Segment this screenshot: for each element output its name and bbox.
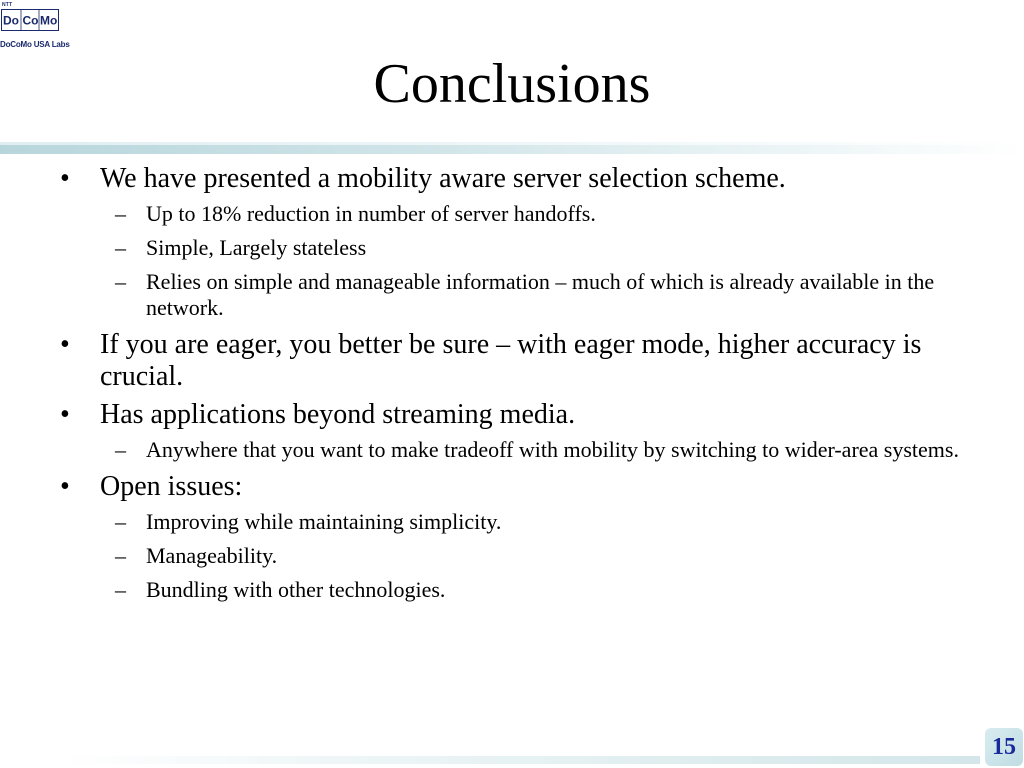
bullet-item — [0, 163, 1024, 195]
sub-bullet-text: Bundling with other technologies. — [146, 577, 446, 602]
bullet-marker: • — [60, 399, 70, 430]
sub-bullet-item — [0, 543, 1024, 569]
sub-bullet-text: Manageability. — [146, 543, 278, 568]
sub-bullet-item — [0, 269, 1024, 321]
bullet-marker: • — [60, 471, 70, 502]
bullet-list — [0, 163, 1024, 611]
bullet-text: Open issues: — [100, 471, 243, 502]
title-divider — [0, 145, 1024, 154]
sub-bullet-marker: – — [115, 235, 126, 260]
docomo-logo-mark — [1, 9, 59, 31]
logo-labs-text: DoCoMo USA Labs — [0, 40, 70, 49]
sub-bullet-marker: – — [115, 437, 126, 462]
bullet-text: Has applications beyond streaming media. — [100, 399, 576, 430]
sub-bullet-marker: – — [115, 543, 126, 568]
logo-ntt-text: NTT — [2, 2, 13, 8]
sub-bullet-text: Anywhere that you want to make tradeoff with mobility by switching to wider-area systems. — [146, 437, 959, 462]
sub-bullet-text: Simple, Largely stateless — [146, 235, 367, 260]
footer-divider — [60, 756, 980, 764]
sub-bullet-marker: – — [115, 201, 126, 226]
bullet-text: If you are eager, you better be sure – with eager mode, higher accuracy is crucial. — [100, 329, 922, 392]
logo-mark-mid: Co — [22, 13, 39, 28]
sub-bullet-item — [0, 509, 1024, 535]
slide-title: Conclusions — [373, 53, 651, 115]
logo-mark-left: Do — [3, 13, 19, 28]
bullet-item — [0, 329, 1024, 393]
bullet-marker: • — [60, 329, 70, 360]
sub-bullet-item — [0, 235, 1024, 261]
bullet-marker: • — [60, 163, 70, 194]
sub-bullet-text: Relies on simple and manageable information – much of which is already available in the network. — [146, 269, 935, 320]
docomo-logo — [0, 0, 70, 52]
sub-bullet-marker: – — [115, 269, 126, 294]
sub-bullet-item — [0, 577, 1024, 603]
sub-bullet-marker: – — [115, 509, 126, 534]
sub-bullet-item — [0, 437, 1024, 463]
page-number: 15 — [985, 728, 1023, 766]
bullet-item — [0, 471, 1024, 503]
sub-bullet-text: Improving while maintaining simplicity. — [146, 509, 502, 534]
sub-bullet-text: Up to 18% reduction in number of server handoffs. — [146, 201, 596, 226]
bullet-text: We have presented a mobility aware server selection scheme. — [100, 163, 786, 194]
bullet-item — [0, 399, 1024, 431]
logo-mark-right: Mo — [40, 13, 58, 28]
sub-bullet-item — [0, 201, 1024, 227]
sub-bullet-marker: – — [115, 577, 126, 602]
